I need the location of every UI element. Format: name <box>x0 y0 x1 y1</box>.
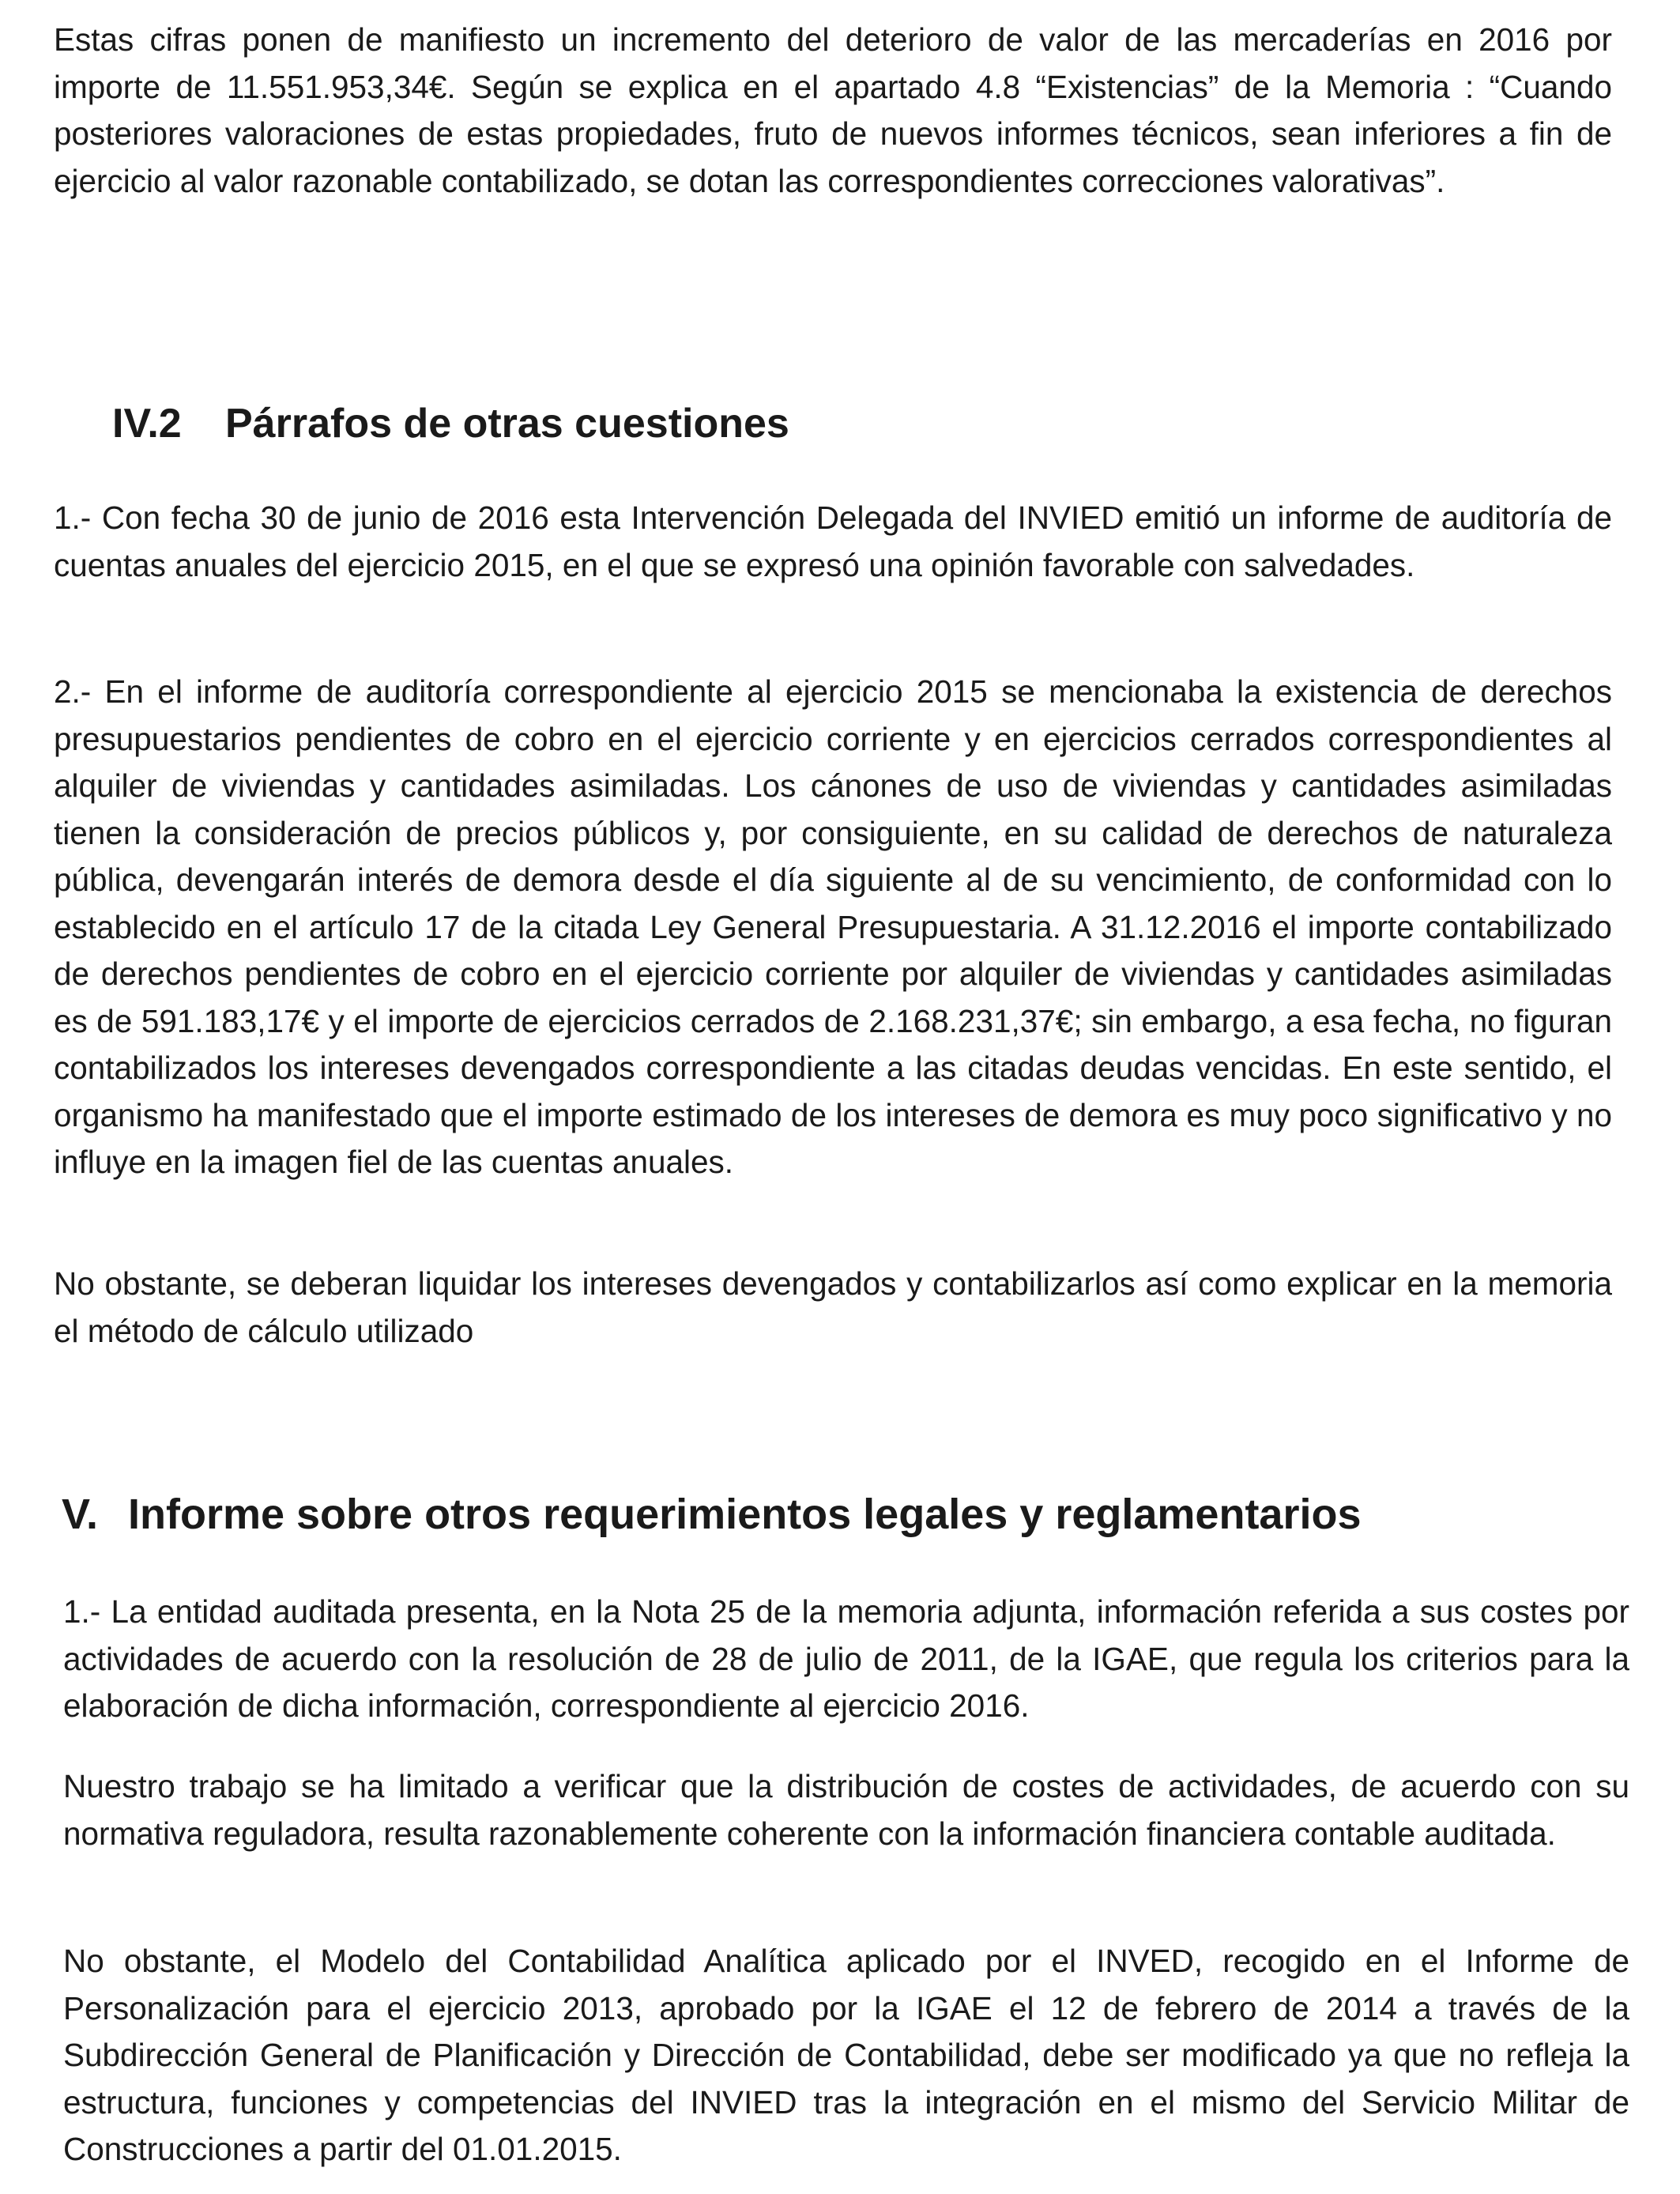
item-number: 1 <box>54 499 72 536</box>
item-number: 2 <box>54 673 72 710</box>
closing-paragraph: No obstante, se deberan liquidar los intereses devengados y contabilizarlos así como explicar en la memoria el método de cálculo utilizado <box>54 1265 1612 1349</box>
item-text: .- En el informe de auditoría correspondiente al ejercicio 2015 se mencionaba la existencia de derechos presupuestarios pendientes de cobro en el ejercicio corriente y en ejercicios cerrados correspondientes al alquiler de viviendas y cantidades asimiladas. Los cánones de uso de viviendas y cantidades asimiladas tienen la consideración de precios públicos y, por consiguiente, en su calidad de derechos de naturaleza pública, devengarán interés de demora desde el día siguiente al de su vencimiento, de conformidad con lo establecido en el artículo 17 de la citada Ley General Presupuestaria. A 31.12.2016 el importe contabilizado de derechos pendientes de cobro en el ejercicio corriente por alquiler de viviendas y cantidades asimiladas es de 591.183,17€ y el importe de ejercicios cerrados de 2.168.231,37€; sin embargo, a esa fecha, no figuran contabilizados los intereses devengados correspondiente a las citadas deudas vencidas. En este sentido, el organismo ha manifestado que el importe estimado de los intereses de demora es muy poco significativo y no influye en la imagen fiel de las cuentas anuales. <box>54 673 1612 1180</box>
item-text: .- Con fecha 30 de junio de 2016 esta Intervención Delegada del INVIED emitió un informe de auditoría de cuentas anuales del ejercicio 2015, en el que se expresó una opinión favorable con salvedades. <box>54 499 1612 583</box>
section-number: V. <box>62 1491 99 1538</box>
section-title: Párrafos de otras cuestiones <box>225 401 789 447</box>
section-v-paragraph-1: 1.- La entidad auditada presenta, en la Nota 25 de la memoria adjunta, información referida a sus costes por actividades de acuerdo con la resolución de 28 de julio de 2011, de la IGAE, que regula los criterios para la elaboración de dicha información, correspondiente al ejercicio 2016. <box>63 1593 1629 1724</box>
list-item-1 <box>54 495 1612 589</box>
intro-paragraph: Estas cifras ponen de manifiesto un incremento del deterioro de valor de las mercaderías en 2016 por importe de 11.551.953,34€. Según se explica en el apartado 4.8 “Existencias” de la Memoria : “Cuando posteriores valoraciones de estas propiedades, fruto de nuevos informes técnicos, sean inferiores a fin de ejercicio al valor razonable contabilizado, se dotan las correspondientes correcciones valorativas”. <box>54 21 1612 199</box>
section-heading-iv2 <box>112 392 789 455</box>
section-title: Informe sobre otros requerimientos legales y reglamentarios <box>128 1491 1362 1538</box>
list-item-2 <box>54 669 1612 1186</box>
section-heading-v <box>62 1483 1362 1546</box>
section-number: IV.2 <box>112 401 182 447</box>
section-v-paragraph-2: Nuestro trabajo se ha limitado a verificar que la distribución de costes de actividades, de acuerdo con su normativa reguladora, resulta razonablemente coherente con la información financiera contable auditada. <box>63 1768 1629 1852</box>
section-v-paragraph-3: No obstante, el Modelo del Contabilidad Analítica aplicado por el INVED, recogido en el Informe de Personalización para el ejercicio 2013, aprobado por la IGAE el 12 de febrero de 2014 a través de la Subdirección General de Planificación y Dirección de Contabilidad, debe ser modificado ya que no refleja la estructura, funciones y competencias del INVIED tras la integración en el mismo del Servicio Militar de Construcciones a partir del 01.01.2015. <box>63 1943 1629 2167</box>
